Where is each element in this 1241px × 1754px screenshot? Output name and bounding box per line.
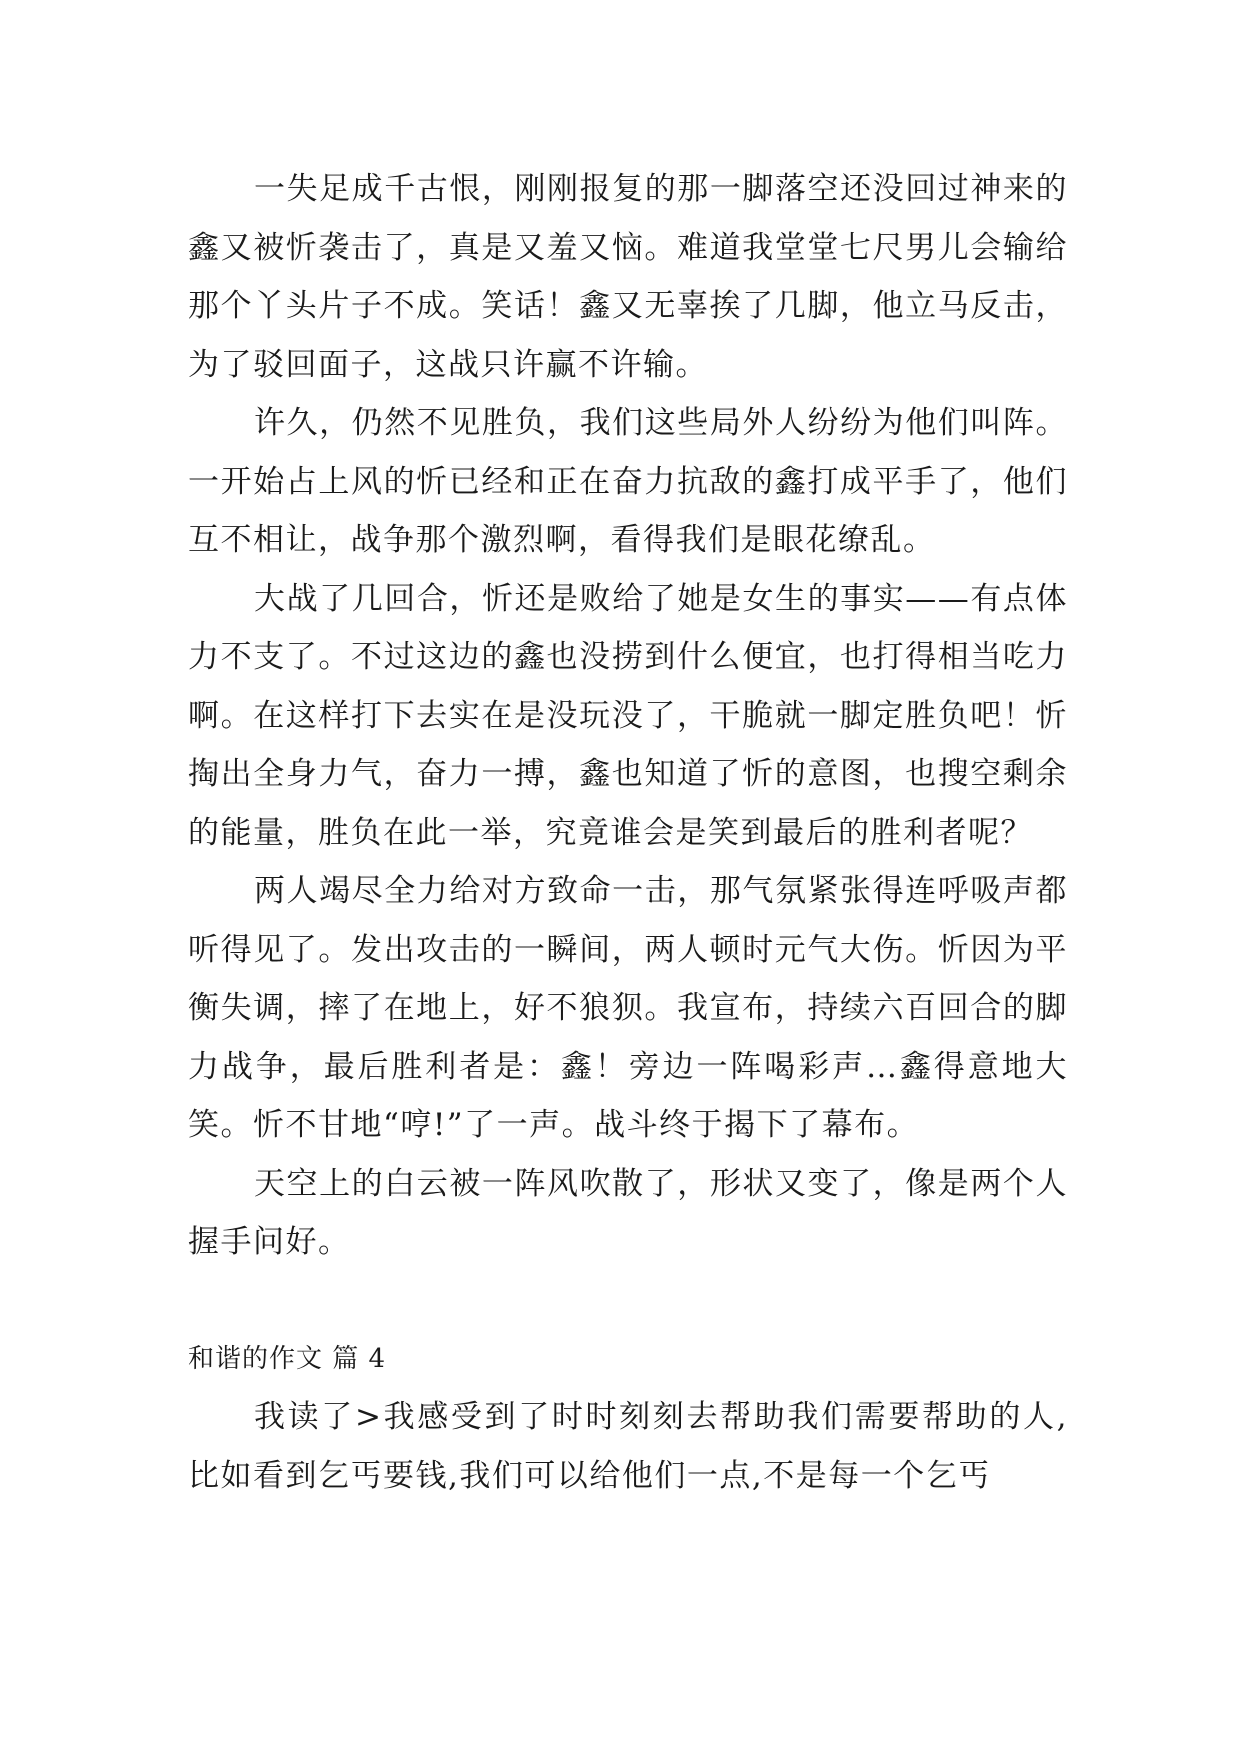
paragraph-1: 一失足成千古恨，刚刚报复的那一脚落空还没回过神来的鑫又被忻袭击了，真是又羞又恼。难道我堂堂七尺男儿会输给那个丫头片子不成。笑话！鑫又无辜挨了几脚，他立马反击，为了驳回面子，这战只许赢不许输。 [188,171,1068,383]
section-title: 和谐的作文 篇 4 [188,1343,387,1374]
paragraph-5: 天空上的白云被一阵风吹散了，形状又变了，像是两个人握手问好。 [188,1165,1068,1260]
document-page [188,160,1068,1505]
paragraph-3: 大战了几回合，忻还是败给了她是女生的事实——有点体力不支了。不过这边的鑫也没捞到什么便宜，也打得相当吃力啊。在这样打下去实在是没玩没了，干脆就一脚定胜负吧！忻掏出全身力气，奋力一搏，鑫也知道了忻的意图，也搜空剩余的能量，胜负在此一举，究竟谁会是笑到最后的胜利者呢？ [188,580,1068,851]
paragraph-4: 两人竭尽全力给对方致命一击，那气氛紧张得连呼吸声都听得见了。发出攻击的一瞬间，两人顿时元气大伤。忻因为平衡失调，摔了在地上，好不狼狈。我宣布，持续六百回合的脚力战争，最后胜利者是：鑫！旁边一阵喝彩声…鑫得意地大笑。忻不甘地“哼!”了一声。战斗终于揭下了幕布。 [188,873,1068,1143]
paragraph-6: 我读了>我感受到了时时刻刻去帮助我们需要帮助的人,比如看到乞丐要钱,我们可以给他们一点,不是每一个乞丐 [188,1399,1068,1494]
paragraph-2: 许久，仍然不见胜负，我们这些局外人纷纷为他们叫阵。一开始占上风的忻已经和正在奋力抗敌的鑫打成平手了，他们互不相让，战争那个激烈啊，看得我们是眼花缭乱。 [188,405,1068,558]
